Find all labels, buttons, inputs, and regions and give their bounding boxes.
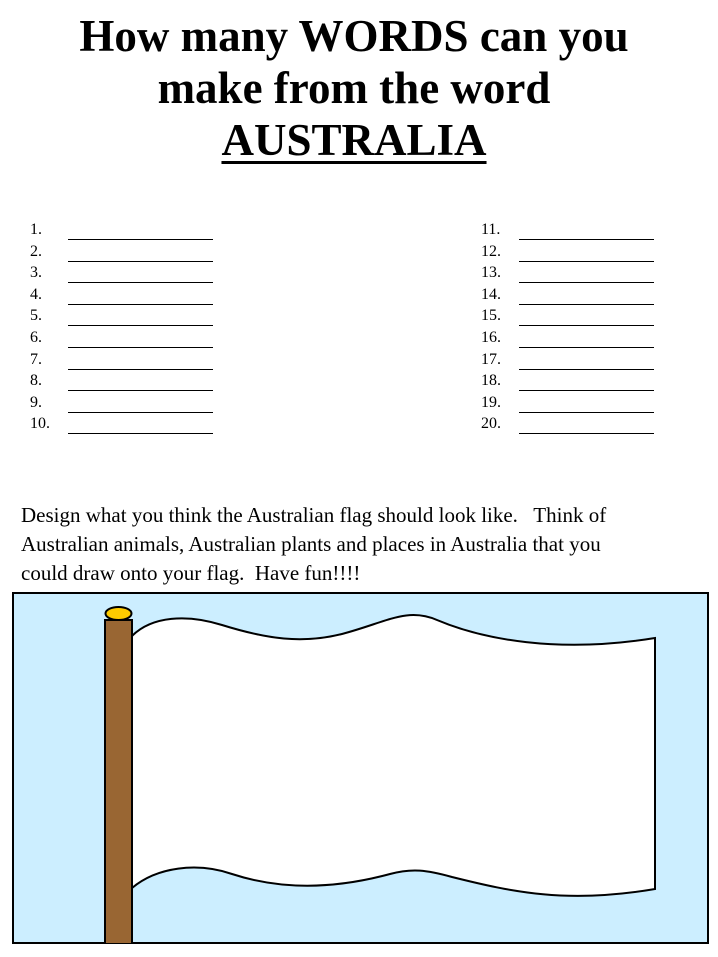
worksheet-title [0, 10, 708, 166]
answer-blank[interactable] [68, 263, 213, 283]
item-number: 1. [30, 221, 42, 238]
answer-blank[interactable] [519, 285, 654, 305]
answer-blank[interactable] [68, 242, 213, 262]
item-number: 14. [481, 285, 501, 303]
item-number: 12. [481, 242, 501, 260]
answer-blank[interactable] [519, 371, 654, 391]
answer-blank[interactable] [519, 328, 654, 348]
answer-blank[interactable] [68, 285, 213, 305]
item-number: 3. [30, 264, 42, 282]
item-number: 10. [30, 415, 50, 433]
title-line-2: make from the word [157, 63, 551, 113]
answer-blank[interactable] [519, 220, 654, 240]
item-number: 9. [30, 393, 42, 411]
item-number: 17. [481, 350, 501, 368]
title-target-word: AUSTRALIA [221, 115, 487, 165]
answer-blank[interactable] [68, 371, 213, 391]
item-number: 18. [481, 372, 501, 390]
answer-blank[interactable] [519, 242, 654, 262]
item-number: 4. [30, 285, 42, 303]
answer-blank[interactable] [519, 350, 654, 370]
answer-blank[interactable] [68, 328, 213, 348]
item-number: 16. [481, 328, 501, 346]
item-number: 7. [30, 350, 42, 368]
answer-blank[interactable] [68, 350, 213, 370]
flag-pole [105, 620, 132, 944]
title-line-1: How many WORDS can you [79, 11, 629, 61]
answer-blank[interactable] [68, 220, 213, 240]
answer-blank[interactable] [519, 393, 654, 413]
item-number: 15. [481, 307, 501, 325]
item-number: 19. [481, 393, 501, 411]
item-number: 13. [481, 264, 501, 282]
item-number: 2. [30, 242, 42, 260]
answer-blank[interactable] [68, 306, 213, 326]
blank-flag[interactable] [132, 615, 655, 896]
answer-blank[interactable] [519, 414, 654, 434]
item-number: 5. [30, 307, 42, 325]
answer-blank[interactable] [68, 414, 213, 434]
pole-finial [106, 607, 132, 620]
answer-blank[interactable] [519, 306, 654, 326]
answer-blank[interactable] [519, 263, 654, 283]
item-number: 11. [481, 221, 501, 238]
flag-illustration [12, 592, 709, 944]
answer-blank[interactable] [68, 393, 213, 413]
item-number: 6. [30, 328, 42, 346]
flag-drawing-area[interactable] [12, 592, 709, 944]
item-number: 8. [30, 372, 42, 390]
instructions-paragraph: Design what you think the Australian flag should look like. Think of Australian animals, Australian plants and places in Australia that you could draw onto your flag. Have fun!!!! [21, 503, 607, 585]
item-number: 20. [481, 415, 501, 433]
